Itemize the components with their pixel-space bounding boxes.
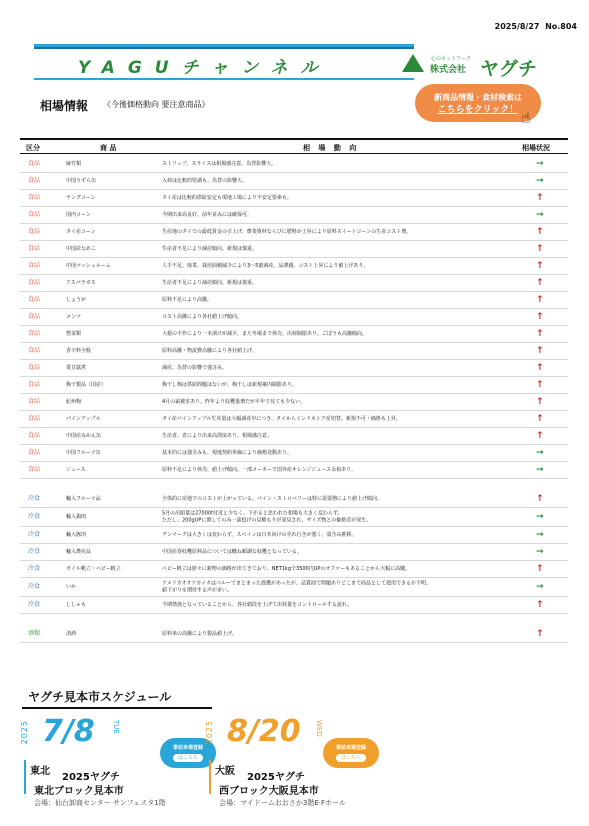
row-trend: タイ産パインアップル生産量は大幅減産中につき、タイからインドネシア産切替。新規不可・価格も上昇。	[162, 415, 401, 422]
arrow-right-icon: →	[536, 175, 544, 186]
row-trend: 基本的には強含みも、現地契約単価により価格変動あり。	[162, 449, 293, 456]
arrow-right-icon: →	[536, 158, 544, 169]
row-trend: 原料高騰・物流費高騰により各社値上げ。	[162, 347, 257, 354]
row-category: 冷食	[28, 494, 41, 502]
row-product: いか	[66, 583, 77, 590]
event-name-line1: 2025ヤグチ	[62, 772, 120, 783]
badge-label: 事前来場登録	[172, 745, 203, 751]
row-category: 酒類	[28, 629, 41, 637]
badge-sublabel: はこちら	[173, 754, 203, 762]
row-product: メンマ	[66, 313, 82, 320]
row-trend: 梅干し梅は供給問題はないが、梅干しは新規案内制限あり。	[162, 381, 298, 388]
arrow-up-icon: ↑	[536, 260, 544, 271]
arrow-up-icon: ↑	[536, 430, 544, 441]
event-region: 大阪	[215, 766, 235, 777]
table-row	[20, 597, 568, 614]
row-product: 輸入フルーツ品	[66, 495, 101, 502]
arrow-up-icon: ↑	[536, 328, 544, 339]
table-row	[20, 491, 568, 508]
row-product: 中国産みかん缶	[66, 432, 102, 439]
row-product: ししゃも	[66, 601, 87, 608]
event-year: 2025	[205, 720, 214, 745]
table-row	[20, 275, 568, 292]
row-category: 食品	[28, 278, 41, 286]
table-row	[20, 343, 568, 360]
row-product: ジュース	[66, 466, 86, 473]
event-accent-bar	[24, 760, 26, 794]
table-row	[20, 377, 568, 394]
row-product: 麻竹類	[66, 160, 82, 167]
table-row	[20, 207, 568, 224]
event-accent-bar	[209, 760, 211, 794]
table-row	[20, 360, 568, 377]
row-trend: 人手不足、廃業、栽培面積減少により3～5割減産。品薄感、コスト上昇により値上げあり。	[162, 262, 369, 269]
row-trend: ベビー帆立は徐々に新物の価格が出てきており、NET1kgで3500円UPのオファーもあることから大幅に高騰。	[162, 565, 411, 572]
row-product: 紀州梅	[66, 398, 82, 405]
banner-top-line-dark	[34, 47, 414, 49]
row-category: 冷食	[28, 582, 41, 590]
table-row	[20, 527, 568, 544]
row-product: アスパラガス	[66, 279, 96, 286]
row-category: 食品	[28, 465, 41, 473]
arrow-right-icon: →	[536, 529, 544, 540]
arrow-right-icon: →	[536, 511, 544, 522]
row-product: 輸入鶏肉	[66, 513, 87, 520]
channel-title: YAGUチャンネル	[78, 58, 331, 78]
row-product: 惣菜類	[66, 330, 82, 337]
arrow-right-icon: →	[536, 546, 544, 557]
arrow-up-icon: ↑	[536, 379, 544, 390]
row-trend: 今期禁漁となっていることから、各社値段を上げて出荷量をコントロールする流れ。	[162, 601, 353, 608]
table-row	[20, 508, 568, 527]
arrow-up-icon: ↑	[536, 294, 544, 305]
logo-name: ヤグチ	[480, 58, 538, 80]
row-trend: 5月の出船量は27000t付近と少なく、下がると思われた相場も大きく変わらず。 ただし、200gUPに関してのみ一部投げの見積もりが発見され、サイズ物との価格差が発生。	[162, 510, 372, 523]
row-product: 業甘露煮	[66, 364, 87, 371]
issue-date: 2025/8/27 No.804	[494, 22, 577, 31]
badge-sublabel: はこちら	[336, 754, 366, 762]
row-product: 中国フルーツ缶	[66, 449, 101, 456]
badge-label: 事前来場登録	[335, 745, 366, 751]
row-trend: 今期出来高良好、前年並みには確保可。	[162, 211, 253, 218]
arrow-up-icon: ↑	[536, 396, 544, 407]
pointer-hand-icon: ☝	[521, 108, 531, 127]
banner-bottom-line	[34, 78, 414, 80]
row-category: 食品	[28, 261, 41, 269]
row-trend: 原料不足により休売、値上げ傾向。一部メーカーで国外産オレンジジュース余裕あり。	[162, 466, 357, 473]
row-trend: コスト高騰により各社値上げ傾向。	[162, 313, 243, 320]
arrow-up-icon: ↑	[536, 362, 544, 373]
table-row	[20, 578, 568, 597]
event-weekday: WED	[315, 720, 323, 737]
header-trend: 相 場 動 向	[303, 144, 360, 152]
header-status: 相場状況	[522, 144, 550, 152]
row-category: 食品	[28, 380, 41, 388]
row-trend: 4月の霜被害あり。昨年より収穫量増だが平年で見ても少ない。	[162, 398, 306, 405]
row-category: 食品	[28, 312, 41, 320]
table-row	[20, 156, 568, 173]
row-trend: アメリカオオアカイカはペルーでまとまった漁獲があったが、品質面で問題ありどこまで商品として使用できるか不明。 値下がりを期待する声が多い。	[162, 580, 431, 593]
row-product: 中国うずら缶	[66, 177, 97, 184]
row-category: 食品	[28, 159, 41, 167]
row-product: 輸入農産品	[66, 548, 92, 555]
pre-registration-button[interactable]	[323, 738, 379, 768]
event-year: 2025	[20, 720, 29, 745]
row-category: 冷食	[28, 530, 41, 538]
row-trend: 生産者不足により減産傾向。新規は慎重。	[162, 279, 258, 286]
row-category: 食品	[28, 363, 41, 371]
arrow-right-icon: →	[536, 209, 544, 220]
row-product: 香辛料全般	[66, 347, 92, 354]
logo-subtitle: 心のネットワーク	[431, 56, 472, 62]
event-date: 8/20	[227, 714, 301, 749]
row-product: 中国産なめこ	[66, 245, 97, 252]
table-row	[20, 258, 568, 275]
arrow-up-icon: ↑	[536, 226, 544, 237]
row-category: 食品	[28, 448, 41, 456]
section-subtitle: 《今後価格動向 要注意商品》	[103, 100, 210, 109]
row-trend: 原料米の高騰により製品値上げ。	[162, 630, 237, 637]
table-row	[20, 190, 568, 207]
event-region: 東北	[30, 766, 50, 777]
table-row	[20, 326, 568, 343]
row-product: 清酒	[66, 630, 77, 637]
row-category: 食品	[28, 244, 41, 252]
arrow-up-icon: ↑	[536, 493, 544, 504]
row-category: 冷食	[28, 564, 41, 572]
row-trend: 中国産春収穫原料品については概ね順調な収穫となっている。	[162, 548, 302, 555]
event-name-line2: 東北ブロック見本市	[34, 786, 124, 797]
row-category: 食品	[28, 227, 41, 235]
arrow-up-icon: ↑	[536, 345, 544, 356]
table-row	[20, 173, 568, 190]
row-product: タイ産コーン	[66, 228, 96, 235]
company-logo-icon	[402, 54, 424, 72]
header-product: 商 品	[100, 144, 117, 152]
event-date: 7/8	[42, 714, 95, 749]
table-row	[20, 626, 568, 643]
arrow-up-icon: ↑	[536, 413, 544, 424]
event-venue: 会場：仙台卸商センター サンフェスタ1階	[34, 799, 166, 807]
arrow-up-icon: ↑	[536, 192, 544, 203]
row-trend: デンマークは大きくは変わらず。スペインは日本向けの売れ行きが悪く、弱含み推移。	[162, 531, 357, 538]
arrow-up-icon: ↑	[536, 599, 544, 610]
row-category: 食品	[28, 431, 41, 439]
table-row	[20, 224, 568, 241]
row-product: パインアップル	[66, 415, 101, 422]
table-row	[20, 411, 568, 428]
row-trend: 原料不足により高騰。	[162, 296, 213, 303]
arrow-up-icon: ↑	[536, 628, 544, 639]
row-trend: 入荷は比較的堅調も、為替の影響大。	[162, 177, 248, 184]
schedule-title: ヤグチ見本市スケジュール	[28, 690, 172, 704]
logo-corp: 株式会社	[430, 65, 467, 75]
row-category: 冷食	[28, 600, 41, 608]
table-row	[20, 544, 568, 561]
row-product: 中国マッシュルーム	[66, 262, 111, 269]
row-product: しょうが	[66, 296, 87, 303]
row-category: 食品	[28, 414, 41, 422]
table-row	[20, 561, 568, 578]
row-trend: 生産者、省により出来高漂浪あり。相場感注意。	[162, 432, 273, 439]
table-row	[20, 428, 568, 445]
table-row	[20, 614, 568, 626]
row-category: 冷食	[28, 547, 41, 555]
table-row	[20, 445, 568, 462]
row-product: ボイル帆立・ベビー帆立	[66, 565, 121, 572]
row-product: ヤングコーン	[66, 194, 96, 201]
schedule-underline	[22, 707, 212, 709]
row-category: 食品	[28, 329, 41, 337]
cta-line2: こちらをクリック！	[437, 105, 519, 115]
event-weekday: TUE	[112, 720, 120, 734]
row-category: 食品	[28, 176, 41, 184]
row-category: 冷食	[28, 512, 41, 520]
cta-line1: 新商品情報・食材検索は	[434, 93, 522, 102]
event-name-line2: 西ブロック大阪見本市	[219, 786, 319, 797]
table-row	[20, 462, 568, 479]
row-trend: 減産、為替の影響で強含み。	[162, 364, 228, 371]
table-row	[20, 292, 568, 309]
row-trend: ストリップ、スライスは相場感注意。為替影響大。	[162, 160, 277, 167]
arrow-right-icon: →	[536, 447, 544, 458]
arrow-up-icon: ↑	[536, 311, 544, 322]
arrow-right-icon: →	[536, 581, 544, 592]
row-trend: タイ産は比較的供給安定も現地工場により不安定要素も。	[162, 194, 292, 201]
row-product: 輸入豚肉	[66, 531, 87, 538]
row-trend: 大根の不作により一本漬けが減少。また冬場まで休売、出荷制限あり。ごぼうも高騰傾向。	[162, 330, 368, 337]
row-product: 梅干製品（国産）	[66, 381, 107, 388]
arrow-up-icon: ↑	[536, 277, 544, 288]
table-row	[20, 394, 568, 411]
table-row	[20, 309, 568, 326]
row-category: 食品	[28, 397, 41, 405]
table-header	[20, 138, 568, 154]
row-category: 食品	[28, 210, 41, 218]
header-category: 区分	[26, 144, 40, 152]
section-title: 相場情報	[40, 99, 89, 113]
row-category: 食品	[28, 193, 41, 201]
table-row	[20, 479, 568, 491]
row-category: 食品	[28, 295, 41, 303]
arrow-right-icon: →	[536, 464, 544, 475]
row-trend: 全体的に産地でのコストが上がっている。パイン・ストロベリーは特に需要増により値上げ傾向。	[162, 495, 383, 502]
row-category: 食品	[28, 346, 41, 354]
arrow-up-icon: ↑	[536, 563, 544, 574]
row-trend: 生産地のタイでの最低賃金の引上げ、農業資材ならびに肥料が上昇により原料スイートコーンの生産コスト増。	[162, 228, 412, 235]
row-trend: 生産者不足により減産傾向。新規は慎重。	[162, 245, 258, 252]
event-name-line1: 2025ヤグチ	[247, 772, 305, 783]
arrow-up-icon: ↑	[536, 243, 544, 254]
row-product: 国内コーン	[66, 211, 91, 218]
event-venue: 会場：マイドームおおさか3階E·Fホール	[219, 799, 346, 807]
table-row	[20, 241, 568, 258]
